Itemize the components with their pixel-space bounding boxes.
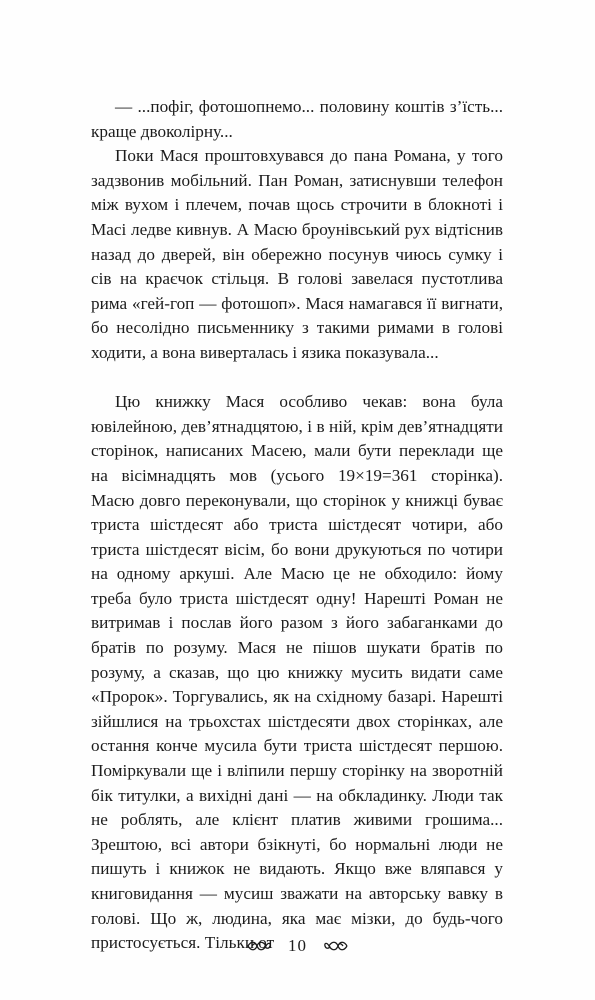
- paragraph-roman-phone: Поки Мася проштовхувався до пана Романа, у того задзвонив мобільний. Пан Роман, затиснувши телефон між вухом і плечем, почав щось строчити в блокноті і Масі ледве кивнув. А Масю броунівський рух відтіснив назад до дверей, він обережно посунув чиюсь сумку і сів на краєчок стільця. В голові завелася пустотлива рима «гей-гоп — фотошоп». Мася намагався її вигнати, бо несолідно письменнику з такими римами в голові ходити, а вона вивертaлась і язика показувала...: [91, 146, 503, 362]
- ornament-right-icon: [323, 939, 349, 953]
- paragraph-dialogue: — ...пофіг, фотошопнемо... половину коштів з’їсть... краще двоколірну...: [91, 97, 503, 141]
- paragraph-jubilee-book: Цю книжку Мася особливо чекав: вона була ювілейною, дев’ятнадцятою, і в ній, крім дев’ятнадцяти сторінок, написаних Масею, мали бути переклади ще на вісімнадцять мов (усього 19×19=361 сторінка). Масю довго переконували, що сторінок у книжці буває триста шістдесят або триста шістдесят чотири, або триста шістдесят вісім, бо вони друкуються по чотири на одному аркуші. Але Масю це не обходило: йому треба було триста шістдесят одну! Нарешті Роман не витримав і послав його разом з його забаганками до братів по розуму. Мася не пішов шукати братів по розуму, а сказав, що цю книжку мусить видати саме «Пророк». Торгувались, як на східному базарі. Нарешті зійшлися на трьохстах шістдесяти двох сторінках, але остання конче мусила бути триста шістдесят першою. Поміркували ще і вліпили першу сторінку на зворотній бік титулки, а вихідні дані — на обкладинку. Люди так не роблять, але клієнт платив живими грошима... Зрештою, всі автори бзікнуті, бо нормальні люди не пишуть і книжок не видають. Якщо вже вляпався у книговидання — мусиш зважати на авторську вавку в голові. Що ж, людина, яка має мізки, до будь-чого пристосується. Тільки от: [91, 392, 503, 953]
- section-break: [91, 366, 503, 391]
- ornament-left-icon: [246, 939, 272, 953]
- page-number: 10: [288, 936, 307, 956]
- page-text: [91, 95, 503, 956]
- page-footer: [0, 933, 595, 958]
